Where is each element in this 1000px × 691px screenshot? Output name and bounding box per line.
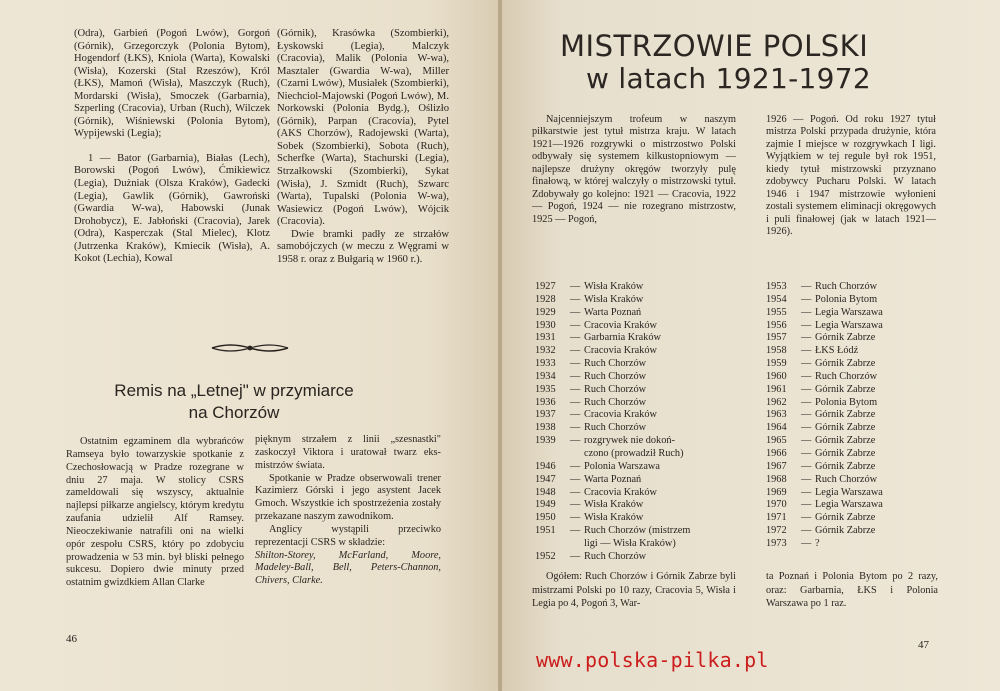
dash-separator: —	[801, 319, 812, 331]
dash-separator: —	[570, 409, 581, 421]
summary-text-2: ta Poznań i Polonia Bytom po 2 razy, oraz: Garbarnia, ŁKS i Polonia Warszawa po 1 raz.	[766, 571, 938, 610]
champion-year: 1932	[535, 345, 556, 357]
champion-year: 1948	[535, 486, 556, 498]
champion-team: Górnik Zabrze	[815, 422, 876, 434]
dash-separator: —	[570, 473, 581, 485]
champion-row	[535, 538, 745, 551]
dash-separator: —	[801, 447, 812, 459]
champion-team: rozgrywek nie dokoń-	[584, 435, 675, 447]
champion-year: 1957	[766, 332, 787, 344]
champion-row	[766, 409, 936, 422]
champion-team: Legia Warszawa	[815, 306, 883, 318]
champion-team: Górnik Zabrze	[815, 358, 876, 370]
champion-year: 1952	[535, 550, 556, 562]
champion-team: Górnik Zabrze	[815, 409, 876, 421]
page-number-right: 47	[918, 639, 929, 651]
summary-column-1	[532, 570, 736, 611]
champion-year: 1973	[766, 537, 787, 549]
summary-column-2	[766, 570, 938, 611]
article-text-2: pięknym strzałem z linii „szesnastki" zaskoczył Viktora i uratował twarz eks-mistrzów świata.	[255, 434, 441, 471]
champion-year: 1954	[766, 293, 787, 305]
dash-separator: —	[801, 306, 812, 318]
champion-team: Wisła Kraków	[584, 293, 644, 305]
dash-separator: —	[801, 473, 812, 485]
dash-separator: —	[801, 345, 812, 357]
dash-separator: —	[570, 460, 581, 472]
champion-row	[766, 461, 936, 474]
dash-separator: —	[570, 281, 581, 292]
page-title: MISTRZOWIE POLSKI	[560, 29, 869, 63]
champion-row	[535, 435, 745, 448]
champion-row	[535, 499, 745, 512]
england-lineup: Shilton-Storey, McFarland, Moore, Madeley-Ball, Bell, Peters-Channon, Chivers, Clarke.	[255, 549, 441, 587]
champion-row	[535, 512, 745, 525]
champion-year: 1937	[535, 409, 556, 421]
dash-separator: —	[801, 396, 812, 408]
dash-separator: —	[801, 409, 812, 421]
dash-separator: —	[801, 332, 812, 344]
champion-team: Ruch Chorzów	[815, 370, 878, 382]
champion-team: Warta Poznań	[584, 473, 642, 485]
champion-row	[535, 281, 745, 294]
champion-year: 1934	[535, 370, 556, 382]
champions-list-left	[535, 281, 745, 564]
article-column-1	[66, 436, 244, 590]
dash-separator: —	[570, 345, 581, 357]
champion-row	[535, 332, 745, 345]
dash-separator: —	[801, 422, 812, 434]
dash-separator: —	[570, 383, 581, 395]
champion-team: Wisła Kraków	[584, 499, 644, 511]
dash-separator: —	[570, 550, 581, 562]
champion-row	[766, 474, 936, 487]
champion-team: Górnik Zabrze	[815, 383, 876, 395]
dash-separator: —	[570, 306, 581, 318]
champion-row	[535, 487, 745, 500]
dash-separator: —	[570, 370, 581, 382]
champion-team: Ruch Chorzów	[584, 383, 647, 395]
champion-year: 1959	[766, 358, 787, 370]
champion-row	[766, 371, 936, 384]
champion-year: 1950	[535, 512, 556, 524]
dash-separator: —	[801, 460, 812, 472]
champion-year: 1949	[535, 499, 556, 511]
champion-team: Cracovia Kraków	[584, 345, 657, 357]
dash-separator: —	[801, 512, 812, 524]
champion-team: Ruch Chorzów (mistrzem	[584, 525, 691, 537]
champion-row	[535, 474, 745, 487]
champion-team: Ruch Chorzów	[584, 396, 647, 408]
watermark-url: www.polska-pilka.pl	[536, 648, 769, 672]
champion-team: ?	[815, 537, 820, 549]
article-heading	[104, 380, 364, 424]
champion-row	[766, 294, 936, 307]
dash-separator: —	[801, 281, 812, 292]
champion-team: Cracovia Kraków	[584, 409, 657, 421]
intro-column-1	[532, 114, 736, 226]
champion-team: Górnik Zabrze	[815, 332, 876, 344]
champions-list-right	[766, 281, 936, 551]
champion-team: Wisła Kraków	[584, 281, 644, 292]
champion-year: 1963	[766, 409, 787, 421]
intro-text-2: 1926 — Pogoń. Od roku 1927 tytuł mistrza Polski przypada drużynie, która zajmie I miejsce w rozgrywkach I ligi. Wyjątkiem w tej regule był rok 1951, kiedy tytuł mistrzowski przyznano zdobywcy Pucharu Polski. W latach 1946 i 1947 mistrzowie wyłonieni zostali systemem eliminacji okręgowych i puli finałowej (jak w latach 1921—1926).	[766, 114, 936, 238]
article-text-4: Anglicy wystąpili przeciwko reprezentacji CSRS w składzie:	[255, 523, 441, 548]
champion-year: 1961	[766, 383, 787, 395]
champion-year: 1960	[766, 370, 787, 382]
champion-year: 1930	[535, 319, 556, 331]
champion-year: 1939	[535, 435, 556, 447]
champion-row	[535, 409, 745, 422]
champion-year: 1938	[535, 422, 556, 434]
dash-separator: —	[801, 486, 812, 498]
squad-list-text: (Odra), Garbień (Pogoń Lwów), Gorgoń (Górnik), Grzegorczyk (Polonia Bytom), Hogendorf (ŁKS), Kniola (Warta), Kowalski (Wisła), Kozerski (Stal Rzeszów), Król (ŁKS), Mamoń (Wisła), Maszczyk (Ruch), Mordarski (Wisła), Smoczek (Garbarnia), Szperling (Cracovia), Urban (Ruch), Wilczek (Górnik), Wiśniewski (Polonia Bytom), Wypijewski (Legia);	[74, 28, 270, 140]
champion-year: 1928	[535, 293, 556, 305]
champion-year: 1955	[766, 306, 787, 318]
champion-row	[535, 461, 745, 474]
champion-year: 1929	[535, 306, 556, 318]
champion-year: 1936	[535, 396, 556, 408]
champion-row	[535, 294, 745, 307]
champion-year: 1965	[766, 435, 787, 447]
dash-separator: —	[570, 435, 581, 447]
champion-team: Polonia Bytom	[815, 293, 878, 305]
summary-text-1: Ogółem: Ruch Chorzów i Górnik Zabrze byli mistrzami Polski po 10 razy, Cracovia 5, Wisła i Legia po 4, Pogoń 3, War-	[532, 571, 736, 610]
champion-year: 1958	[766, 345, 787, 357]
champion-year: 1935	[535, 383, 556, 395]
intro-text-1: Najcenniejszym trofeum w naszym piłkarstwie jest tytuł mistrza kraju. W latach 1921—1926 rozgrywki o mistrzostwo Polski odbywały się systemem kilkustopniowym — najlepsze drużyny okręgów tworzyły pulę finałową, w której walczyły o mistrzowski tytuł. Zdobywały go kolejno: 1921 — Cracovia, 1922 — Pogoń, 1924 — nie rozegrano mistrzostw, 1925 — Pogoń,	[532, 114, 736, 225]
champion-row	[766, 397, 936, 410]
dash-separator: —	[570, 486, 581, 498]
champion-row	[766, 538, 936, 551]
champion-team: Ruch Chorzów	[584, 370, 647, 382]
champion-year: 1967	[766, 460, 787, 472]
champion-row	[535, 525, 745, 538]
champion-year: 1964	[766, 422, 787, 434]
champion-row	[766, 320, 936, 333]
champion-year: 1962	[766, 396, 787, 408]
champion-year: 1927	[535, 281, 556, 292]
champion-team: Ruch Chorzów	[584, 358, 647, 370]
champion-row	[766, 345, 936, 358]
champion-year: 1953	[766, 281, 787, 292]
page-subtitle: w latach 1921-1972	[586, 62, 871, 95]
dash-separator: —	[801, 383, 812, 395]
article-text-3: Spotkanie w Pradze obserwowali trener Kazimierz Górski i jego asystent Jacek Gmoch. Wszystkie ich spostrzeżenia zostały przekazane naszym zawodnikom.	[255, 472, 441, 523]
champion-year: 1956	[766, 319, 787, 331]
champion-year: 1947	[535, 473, 556, 485]
champion-team: Garbarnia Kraków	[584, 332, 661, 344]
champion-row	[766, 358, 936, 371]
dash-separator: —	[801, 293, 812, 305]
champion-row	[535, 384, 745, 397]
champion-row	[766, 422, 936, 435]
champion-year: 1933	[535, 358, 556, 370]
page-number-left: 46	[66, 633, 77, 645]
champion-team: Górnik Zabrze	[815, 447, 876, 459]
champion-team: czono (prowadził Ruch)	[584, 447, 684, 459]
dash-separator: —	[801, 435, 812, 447]
champion-team: Cracovia Kraków	[584, 486, 657, 498]
champion-row	[766, 307, 936, 320]
champion-row	[535, 371, 745, 384]
champion-team: Górnik Zabrze	[815, 460, 876, 472]
champion-row	[535, 448, 745, 461]
champion-row	[535, 551, 745, 564]
champion-year: 1969	[766, 486, 787, 498]
dash-separator: —	[570, 332, 581, 344]
champion-row	[766, 281, 936, 294]
dash-separator: —	[570, 499, 581, 511]
champion-row	[766, 448, 936, 461]
champion-year: 1951	[535, 525, 556, 537]
champion-row	[766, 487, 936, 500]
champion-row	[535, 422, 745, 435]
dash-separator: —	[801, 537, 812, 549]
champion-row	[766, 332, 936, 345]
champion-year: 1972	[766, 525, 787, 537]
own-goals-note: Dwie bramki padły ze strzałów samobójczych (w meczu z Węgrami w 1958 r. oraz z Bułgarią w 1960 r.).	[277, 228, 449, 265]
champion-team: ŁKS Łódź	[815, 345, 859, 357]
champion-team: Górnik Zabrze	[815, 525, 876, 537]
champion-team: Warta Poznań	[584, 306, 642, 318]
intro-column-2	[766, 114, 936, 239]
squad-list-text-2: (Górnik), Krasówka (Szombierki), Łyskowski (Legia), Malczyk (Cracovia), Malik (Polonia W-wa), Masztaler (Gwardia W-wa), Miller (Czarni Lwów), Musiałek (Szombierki), Niechciol-Majowski (Pogoń Lwów), M. Norkowski (Polonia Bydg.), Oślizło (Górnik), Parpan (Cracovia), Pytel (AKS Chorzów), Radojewski (Warta), Sobek (Szombierki), Sobota (Ruch), Scherfke (Warta), Stachurski (Legia), Strzałkowski (Szombierki), Sykat (Wisła), J. Szmidt (Ruch), Szwarc (Warta), Tupalski (Polonia W-wa), Wasiewicz (Pogoń Lwów), Wójcik (Cracovia).	[277, 28, 449, 228]
champion-row	[535, 397, 745, 410]
champion-row	[766, 512, 936, 525]
squad-list-column-2	[277, 28, 449, 266]
dash-separator: —	[801, 525, 812, 537]
champion-team: Wisła Kraków	[584, 512, 644, 524]
champion-team: Górnik Zabrze	[815, 435, 876, 447]
champion-year: 1968	[766, 473, 787, 485]
champion-team: Górnik Zabrze	[815, 512, 876, 524]
champion-year: 1946	[535, 460, 556, 472]
champion-row	[766, 499, 936, 512]
champion-year: 1931	[535, 332, 556, 344]
champion-row	[535, 345, 745, 358]
champion-team: Ruch Chorzów	[584, 550, 647, 562]
champion-team: Ruch Chorzów	[815, 473, 878, 485]
dash-separator: —	[570, 512, 581, 524]
champion-year: 1970	[766, 499, 787, 511]
ornament-divider	[210, 342, 290, 354]
dash-separator: —	[570, 358, 581, 370]
dash-separator: —	[570, 422, 581, 434]
article-heading-line-1: Remis na „Letnej" w przymiarce	[114, 381, 354, 400]
dash-separator: —	[801, 370, 812, 382]
champion-row	[766, 435, 936, 448]
champion-team: Cracovia Kraków	[584, 319, 657, 331]
dash-separator: —	[570, 319, 581, 331]
article-column-2	[255, 434, 441, 588]
dash-separator: —	[570, 293, 581, 305]
champion-row	[535, 320, 745, 333]
champion-team: Ruch Chorzów	[815, 281, 878, 292]
champion-year: 1966	[766, 447, 787, 459]
dash-separator: —	[801, 358, 812, 370]
champion-row	[766, 384, 936, 397]
champion-year: 1971	[766, 512, 787, 524]
champion-row	[766, 525, 936, 538]
champion-team: Legia Warszawa	[815, 486, 883, 498]
champion-team: Ruch Chorzów	[584, 422, 647, 434]
champion-row	[535, 358, 745, 371]
champion-team: Polonia Bytom	[815, 396, 878, 408]
article-heading-line-2: na Chorzów	[188, 403, 280, 422]
champion-row	[535, 307, 745, 320]
article-text-1: Ostatnim egzaminem dla wybrańców Ramseya było towarzyskie spotkanie z Czechosłowacją w Pradze rozegrane w dniu 27 maja. W stolicy CSRS zameldowali się wszyscy, aktualnie najlepsi piłkarze angielscy, którym kredytu zaufania udzielił Alf Ramsey. Nieoczekiwanie natrafili oni na wielki opór zespołu CSRS, który po zdobyciu prowadzenia w 53 min. był bliski pełnego sukcesu. Dopiero dwie minuty przed ostatnim gwizdkiem Allan Clarke	[66, 436, 244, 589]
champion-team: Legia Warszawa	[815, 319, 883, 331]
champion-team: ligi — Wisła Kraków)	[584, 537, 676, 549]
dash-separator: —	[570, 396, 581, 408]
squad-list-column-1	[74, 28, 270, 266]
champion-team: Legia Warszawa	[815, 499, 883, 511]
champion-team: Polonia Warszawa	[584, 460, 660, 472]
dash-separator: —	[570, 525, 581, 537]
dash-separator: —	[801, 499, 812, 511]
squad-list-text-b: 1 — Bator (Garbarnia), Białas (Lech), Borowski (Pogoń Lwów), Ćmikiewicz (Legia), Dużniak (Olsza Kraków), Gadecki (Legia), Gawlik (Górnik), Gawroński (Gwardia W-wa), Habowski (Junak Drohobycz), E. Jabłoński (Cracovia), Jarek (Odra), Kasperczak (Stal Mielec), Klotz (Jutrzenka Kraków), Kmiecik (Wisła), A. Kokot (Lechia), Kowal	[74, 152, 270, 265]
